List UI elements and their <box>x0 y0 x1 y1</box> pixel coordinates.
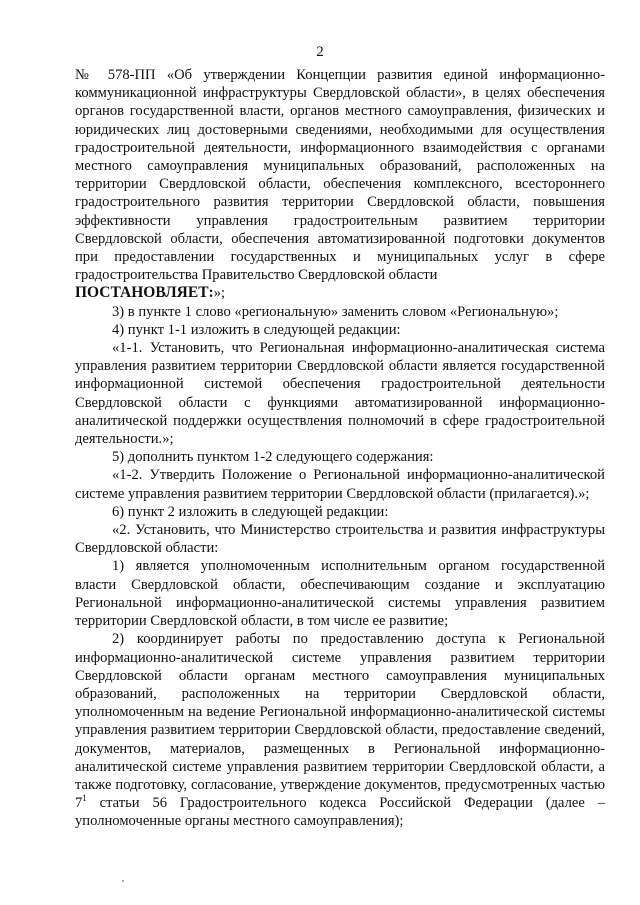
intro-paragraph: № 578-ПП «Об утверждении Концепции развития единой информационно-коммуникационной инфраструктуры Свердловской области», в целях обеспечения органов государственной власти, органов местного самоуправления, физических и юридических лиц достоверными сведениями, необходимыми для осуществления градостроительной деятельности, информационного взаимодействия с органами местного самоуправления муниципальных образований, расположенных на территории Свердловской области, обеспечения комплексного, всестороннего градостроительного развития территории Свердловской области, повышения эффективности управления градостроительным развитием территории Свердловской области, обеспечения автоматизированной подготовки документов при предоставлении государственных и муниципальных услуг в сфере градостроительства Правительство Свердловской области <box>75 67 605 284</box>
amendment-item-5: 5) дополнить пунктом 1-2 следующего содержания: <box>112 449 434 466</box>
subclause-1: 1) является уполномоченным исполнительным органом государственной власти Свердловской области, обеспечивающим создание и эксплуатацию Региональной информационно-аналитической системы управления развитием территории Свердловской области, в том числе ее развитие; <box>75 558 605 630</box>
superscript: 1 <box>82 793 87 804</box>
amendment-item-4: 4) пункт 1-1 изложить в следующей редакции: <box>112 321 401 338</box>
subclause-2-text-end: статьи 56 Градостроительного кодекса Российской Федерации (далее – уполномоченные органы местного самоуправления); <box>75 795 605 830</box>
clause-2: «2. Установить, что Министерство строительства и развития инфраструктуры Свердловской области: <box>75 522 605 557</box>
clause-1-1: «1-1. Установить, что Региональная информационно-аналитическая система управления развитием территории Свердловской области является государственной информационной системой обеспечения градостроительной деятельности Свердловской области с функциями автоматизированной информационно-аналитической поддержки осуществления полномочий в сфере градостроительной деятельности.»; <box>75 340 605 448</box>
resolve-line <box>75 284 605 302</box>
clause-1-2: «1-2. Утвердить Положение о Региональной информационно-аналитической системе управления развитием территории Свердловской области (прилагается).»; <box>75 467 605 502</box>
amendment-item-6: 6) пункт 2 изложить в следующей редакции: <box>112 503 389 520</box>
resolve-tail: »; <box>213 285 226 302</box>
subclause-2-text: 2) координирует работы по предоставлению доступа к Региональной информационно-аналитической системе управления развитием территории Свердловской области органам местного самоуправления муниципальных образований, расположенных на территории Свердловской области, уполномоченным на ведение Региональной информационно-аналитической системы управления развитием территории Свердловской области, предоставление сведений, документов, материалов, размещенных в Региональной информационно-аналитической системе управления развитием территории Свердловской области, а также подготовку, согласование, утверждение документов, предусмотренных частью 7 <box>75 631 605 812</box>
document-body <box>75 66 605 831</box>
scan-artifact-dot <box>122 880 124 882</box>
amendment-item-3: 3) в пункте 1 слово «региональную» заменить словом «Региональную»; <box>112 303 559 320</box>
subclause-2 <box>75 630 605 830</box>
resolve-keyword: ПОСТАНОВЛЯЕТ: <box>75 284 214 302</box>
page-number: 2 <box>316 44 324 60</box>
